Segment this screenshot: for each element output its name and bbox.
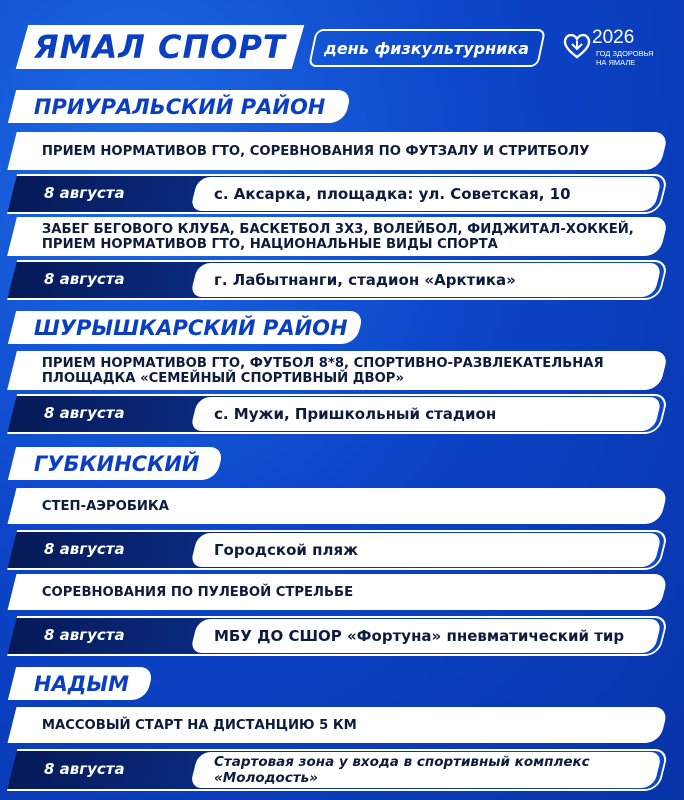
event-place [190,533,662,567]
activity-bar [8,574,669,610]
region-title: ГУБКИНСКИЙ [34,451,200,476]
brand-line-2: НА ЯМАЛЕ [596,58,636,67]
event-date: 8 августа [44,540,125,558]
place-text: МБУ ДО СШОР «Фортуна» пневматический тир [214,627,625,645]
region-header-gubkinsky [8,447,224,480]
event-place [190,397,662,431]
event-date: 8 августа [44,760,125,778]
activity-bar [7,351,669,390]
brand-subtitle [596,49,654,67]
activity-bar [8,488,669,524]
region-title: НАДЫМ [34,671,130,696]
activity-text: СОРЕВНОВАНИЯ ПО ПУЛЕВОЙ СТРЕЛЬБЕ [42,584,354,600]
activity-bar [7,217,669,256]
event-date: 8 августа [44,404,125,422]
activity-bar [7,132,668,170]
activity-text: ЗАБЕГ БЕГОВОГО КЛУБА, БАСКЕТБОЛ 3Х3, ВОЛЕЙБОЛ, ФИДЖИТАЛ-ХОККЕЙ, ПРИЕМ НОРМАТИВОВ ГТО, НАЦИОНАЛЬНЫЕ ВИДЫ СПОРТА [42,221,634,252]
region-header-priuralsky [8,90,352,123]
event-place [190,619,662,653]
event-date: 8 августа [44,270,125,288]
activity-text: МАССОВЫЙ СТАРТ НА ДИСТАНЦИЮ 5 КМ [42,717,357,733]
event-place [190,752,663,788]
place-text: г. Лабытнанги, стадион «Арктика» [214,271,516,289]
region-title: ШУРЫШКАРСКИЙ РАЙОН [34,315,348,340]
heart-icon [562,30,592,60]
region-title: ПРИУРАЛЬСКИЙ РАЙОН [34,94,326,119]
event-date: 8 августа [44,626,125,644]
activity-bar [8,707,669,743]
event-place [190,263,662,297]
activity-text: ПРИЕМ НОРМАТИВОВ ГТО, ФУТБОЛ 8*8, СПОРТИВНО-РАЗВЛЕКАТЕЛЬНАЯ ПЛОЩАДКА «СЕМЕЙНЫЙ СПОРТИВНЫЙ ДВОР» [42,355,604,386]
region-header-nadym [8,667,154,700]
place-text: Стартовая зона у входа в спортивный комплекс «Молодость» [214,754,590,786]
event-place [190,177,662,211]
yamal-sport-logo [16,25,305,69]
brand-line-1: ГОД ЗДОРОВЬЯ [596,49,654,58]
event-date: 8 августа [44,184,125,202]
event-tag [308,29,546,67]
logo-text: ЯМАЛ СПОРТ [34,28,286,66]
region-header-shuryshkarsky [8,311,364,344]
place-text: Городской пляж [214,541,359,559]
place-text: с. Мужи, Пришкольный стадион [214,405,497,423]
brand-year: 2026 [592,27,635,48]
activity-text: ПРИЕМ НОРМАТИВОВ ГТО, СОРЕВНОВАНИЯ ПО ФУТЗАЛУ И СТРИТБОЛУ [42,143,590,159]
activity-text: СТЕП-АЭРОБИКА [42,498,170,514]
event-tag-text: день физкультурника [324,38,530,58]
place-text: с. Аксарка, площадка: ул. Советская, 10 [214,185,571,203]
